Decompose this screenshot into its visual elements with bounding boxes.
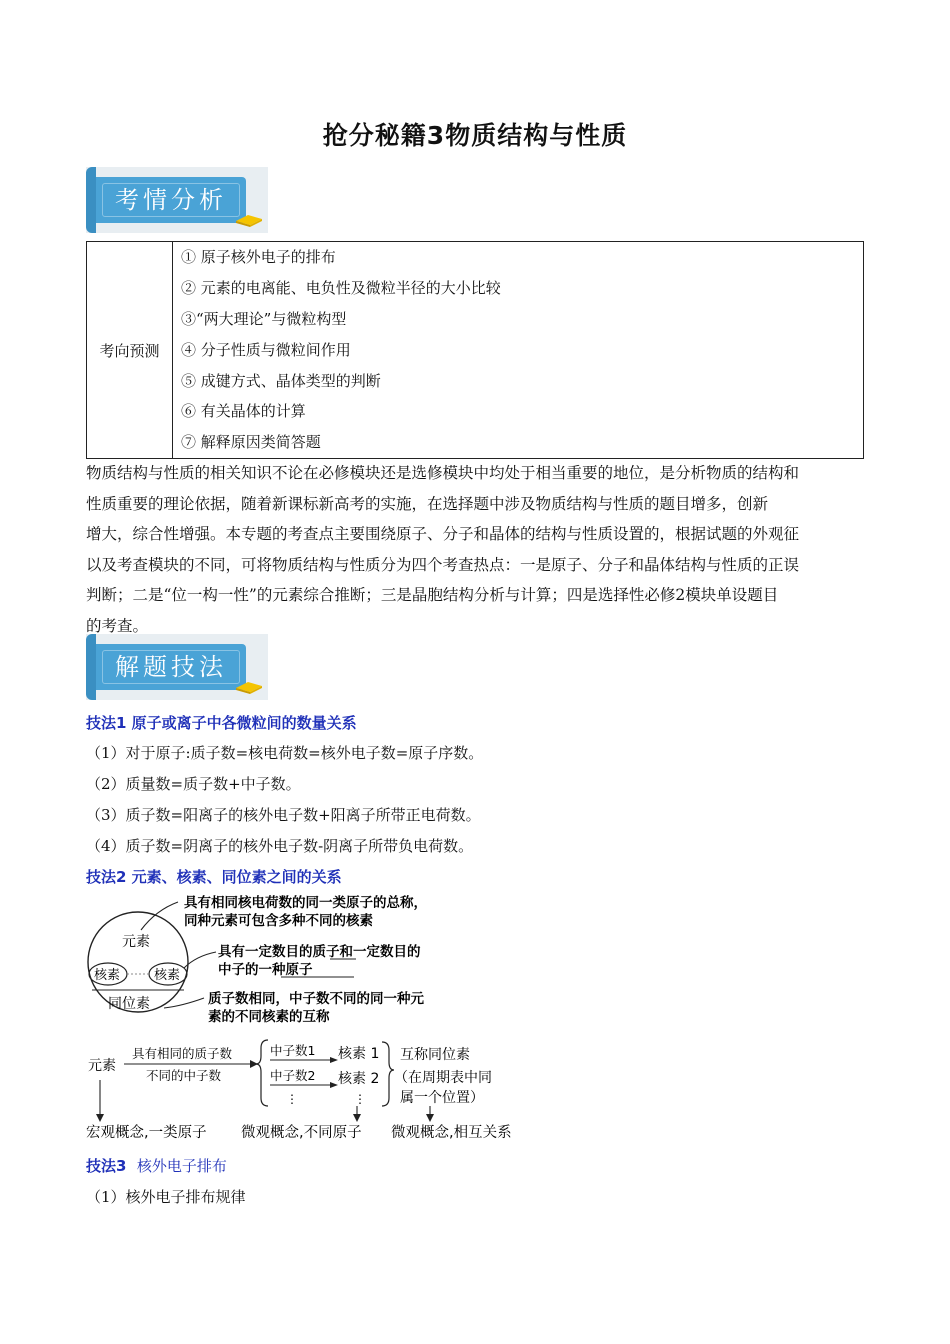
neutron-label: 中子数2	[270, 1068, 316, 1083]
page-title: 抢分秘籍3物质结构与性质	[322, 121, 628, 150]
forecast-head: 考向预测	[87, 242, 173, 459]
paragraph-line: 物质结构与性质的相关知识不论在必修模块还是选修模块中均处于相当重要的地位，是分析物质的结构和	[86, 464, 800, 482]
mutual-label: 属一个位置）	[400, 1090, 484, 1106]
technique-1-title: 技法1 原子或离子中各微粒间的数量关系	[86, 714, 357, 732]
mutual-label: 互称同位素	[400, 1047, 470, 1063]
diagram-note: 素的不同核素的互称	[208, 1009, 330, 1025]
paragraph-line: 性质重要的理论依据，随着新课标新高考的实施，在选择题中涉及物质结构与性质的题目增多，创新	[86, 494, 769, 513]
book-icon	[234, 678, 264, 694]
arrow-bottom-label: 不同的中子数	[146, 1068, 222, 1083]
element-nuclide-isotope-diagram	[86, 890, 536, 1140]
section-banner-methods	[86, 634, 268, 700]
technique-3-title	[86, 1155, 227, 1176]
diagram-note: 具有一定数目的质子和一定数目的	[218, 944, 421, 960]
concept-label: 微观概念,相互关系	[391, 1125, 512, 1140]
forecast-item: ④ 分子性质与微粒间作用	[181, 340, 351, 359]
forecast-item: ① 原子核外电子的排布	[181, 248, 336, 266]
forecast-item: ⑥ 有关晶体的计算	[181, 402, 306, 421]
diagram-note: 中子的一种原子	[218, 962, 313, 978]
mutual-label: （在周期表中同	[394, 1070, 492, 1086]
forecast-items	[173, 242, 864, 459]
forecast-table	[86, 241, 864, 459]
neutron-label: 中子数1	[270, 1043, 316, 1058]
arrow-top-label: 具有相同的质子数	[132, 1046, 233, 1061]
diagram-note: 质子数相同，中子数不同的同一种元	[208, 991, 424, 1007]
paragraph-line: 的考查。	[86, 616, 149, 635]
technique-3-label: 技法3	[86, 1157, 127, 1175]
paragraph-line: 增大，综合性增强。本专题的考查点主要围绕原子、分子和晶体的结构与性质设置的，根据试题的外观征	[86, 525, 800, 543]
ellipsis: ⋮	[354, 1092, 366, 1106]
intro-paragraph	[86, 458, 866, 641]
isotope-label: 同位素	[108, 996, 150, 1012]
nuclide-label: 核素	[94, 968, 121, 983]
technique-3-line: （1）核外电子排布规律	[86, 1188, 246, 1206]
diagram-note: 同种元素可包含多种不同的核素	[184, 913, 373, 929]
book-icon	[234, 211, 264, 227]
forecast-item: ⑦ 解释原因类简答题	[181, 433, 321, 452]
technique-1-line: （3）质子数=阳离子的核外电子数+阳离子所带正电荷数。	[86, 806, 481, 824]
element-label: 元素	[122, 934, 150, 950]
forecast-item: ③“两大理论”与微粒构型	[181, 309, 347, 328]
nuclide-label: 核素	[154, 968, 181, 983]
technique-1-line: （2）质量数=质子数+中子数。	[86, 775, 301, 793]
flow-start: 元素	[88, 1058, 116, 1074]
forecast-item: ② 元素的电离能、电负性及微粒半径的大小比较	[181, 278, 501, 297]
technique-1-line: （1）对于原子:质子数=核电荷数=核外电子数=原子序数。	[86, 744, 484, 762]
diagram-note: 具有相同核电荷数的同一类原子的总称，	[184, 895, 427, 911]
concept-label: 微观概念,不同原子	[241, 1125, 362, 1140]
concept-label: 宏观概念,一类原子	[86, 1125, 207, 1140]
technique-3-text: 核外电子排布	[136, 1157, 227, 1175]
paragraph-line: 以及考查模块的不同，可将物质结构与性质分为四个考查热点：一是原子、分子和晶体结构与性质的正误	[86, 555, 800, 574]
technique-2-title: 技法2 元素、核素、同位素之间的关系	[86, 868, 342, 886]
section-banner-label: 解题技法	[115, 653, 227, 681]
section-banner-analysis	[86, 167, 268, 233]
ellipsis: ⋮	[286, 1092, 298, 1106]
nuclide-2-label: 核素 2	[338, 1071, 380, 1087]
paragraph-line: 判断；二是“位一构一性”的元素综合推断；三是晶胞结构分析与计算；四是选择性必修2模块单设题目	[86, 586, 779, 604]
nuclide-1-label: 核素 1	[338, 1046, 380, 1062]
technique-1-line: （4）质子数=阴离子的核外电子数-阴离子所带负电荷数。	[86, 837, 474, 855]
forecast-item: ⑤ 成键方式、晶体类型的判断	[181, 371, 381, 390]
section-banner-label: 考情分析	[115, 186, 227, 214]
